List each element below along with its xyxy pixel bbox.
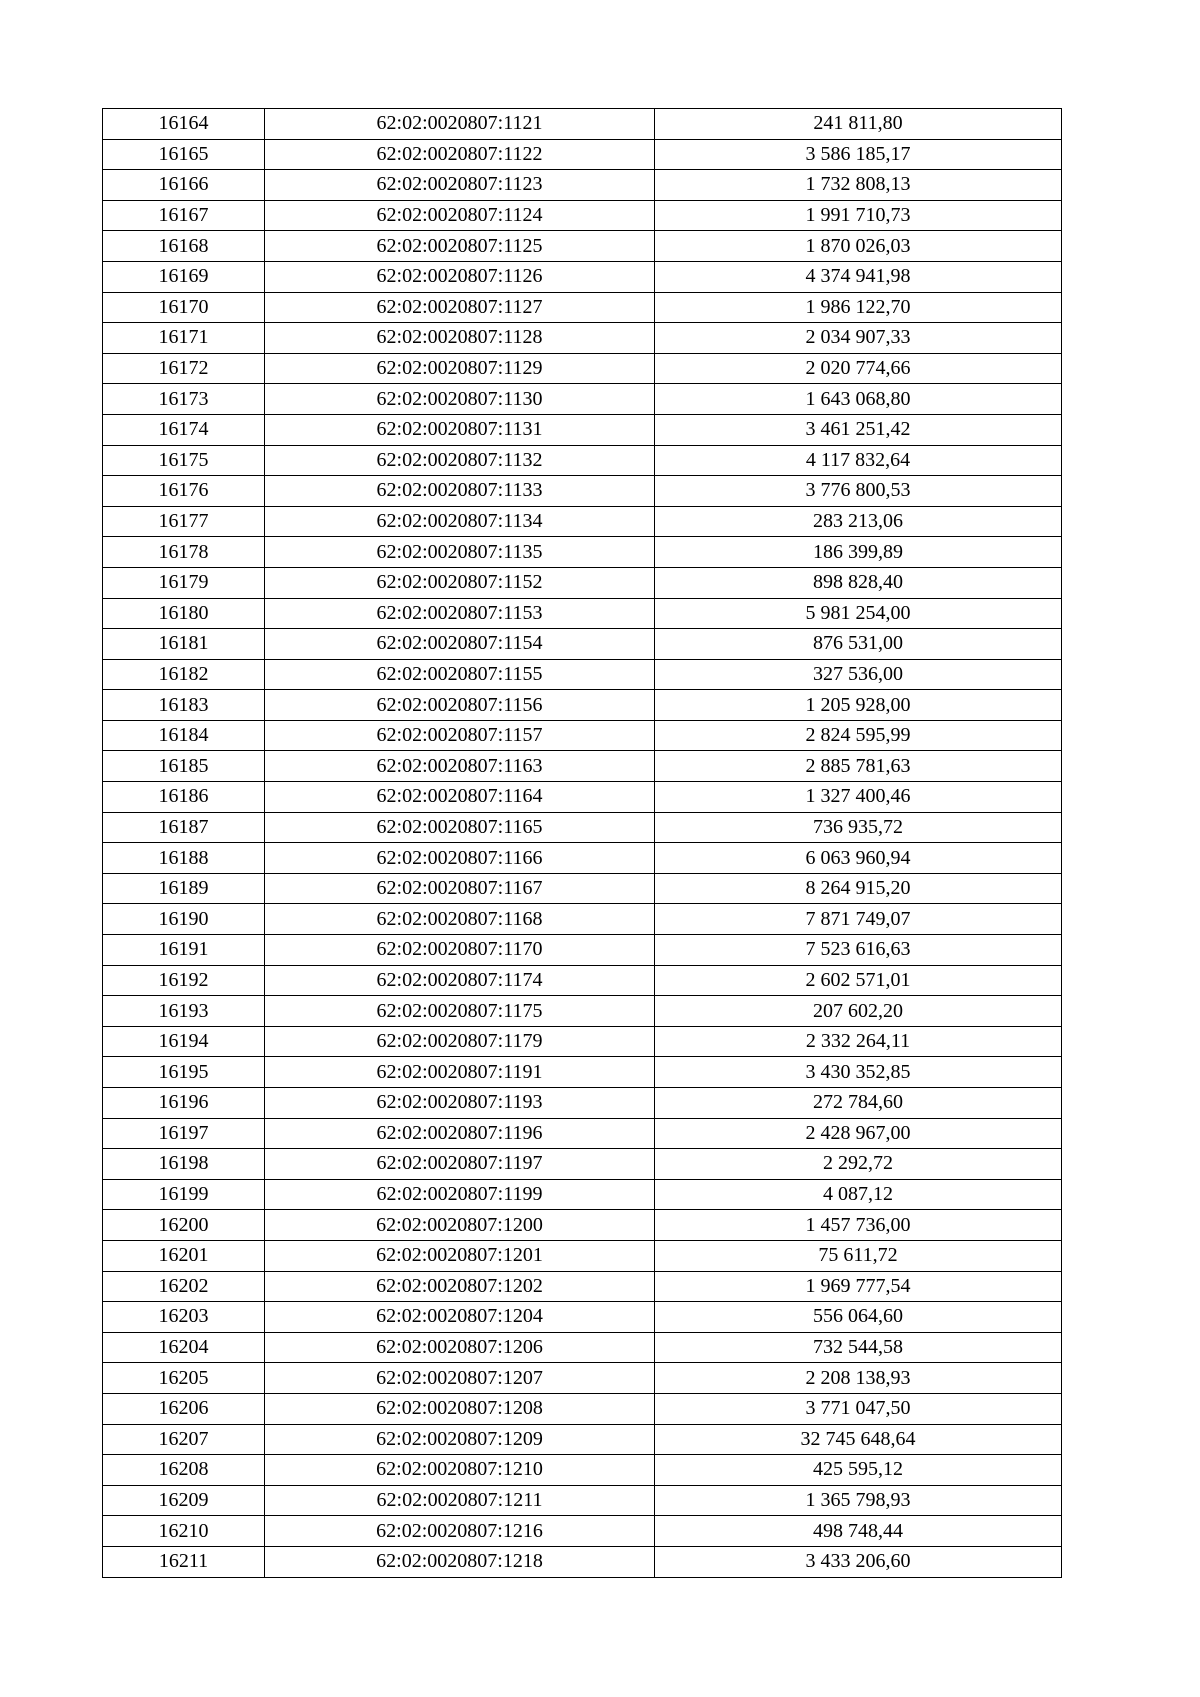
cadastral-number-cell: 62:02:0020807:1123: [265, 170, 655, 201]
table-row: [103, 1210, 1062, 1241]
value-cell: 3 771 047,50: [655, 1393, 1062, 1424]
row-number-cell: 16199: [103, 1179, 265, 1210]
table-row: [103, 1332, 1062, 1363]
cadastral-number-cell: 62:02:0020807:1163: [265, 751, 655, 782]
table-row: [103, 1546, 1062, 1577]
table-row: [103, 261, 1062, 292]
cadastral-number-cell: 62:02:0020807:1210: [265, 1455, 655, 1486]
row-number-cell: 16165: [103, 139, 265, 170]
row-number-cell: 16183: [103, 690, 265, 721]
value-cell: 4 087,12: [655, 1179, 1062, 1210]
cadastral-number-cell: 62:02:0020807:1170: [265, 935, 655, 966]
table-row: [103, 1118, 1062, 1149]
row-number-cell: 16205: [103, 1363, 265, 1394]
cadastral-number-cell: 62:02:0020807:1209: [265, 1424, 655, 1455]
cadastral-number-cell: 62:02:0020807:1202: [265, 1271, 655, 1302]
cadastral-number-cell: 62:02:0020807:1127: [265, 292, 655, 323]
value-cell: 7 871 749,07: [655, 904, 1062, 935]
table-row: [103, 1302, 1062, 1333]
table-row: [103, 353, 1062, 384]
row-number-cell: 16168: [103, 231, 265, 262]
cadastral-number-cell: 62:02:0020807:1167: [265, 873, 655, 904]
table-row: [103, 445, 1062, 476]
cadastral-number-cell: 62:02:0020807:1156: [265, 690, 655, 721]
cadastral-number-cell: 62:02:0020807:1153: [265, 598, 655, 629]
value-cell: 1 991 710,73: [655, 200, 1062, 231]
cadastral-number-cell: 62:02:0020807:1218: [265, 1546, 655, 1577]
row-number-cell: 16208: [103, 1455, 265, 1486]
cadastral-number-cell: 62:02:0020807:1216: [265, 1516, 655, 1547]
row-number-cell: 16188: [103, 843, 265, 874]
row-number-cell: 16164: [103, 109, 265, 140]
row-number-cell: 16166: [103, 170, 265, 201]
cadastral-number-cell: 62:02:0020807:1121: [265, 109, 655, 140]
cadastral-number-cell: 62:02:0020807:1201: [265, 1240, 655, 1271]
table-row: [103, 812, 1062, 843]
table-row: [103, 598, 1062, 629]
cadastral-number-cell: 62:02:0020807:1199: [265, 1179, 655, 1210]
cadastral-number-cell: 62:02:0020807:1129: [265, 353, 655, 384]
table-row: [103, 200, 1062, 231]
value-cell: 2 824 595,99: [655, 720, 1062, 751]
value-cell: 272 784,60: [655, 1088, 1062, 1119]
row-number-cell: 16174: [103, 414, 265, 445]
table-row: [103, 1179, 1062, 1210]
row-number-cell: 16191: [103, 935, 265, 966]
row-number-cell: 16185: [103, 751, 265, 782]
value-cell: 7 523 616,63: [655, 935, 1062, 966]
value-cell: 3 461 251,42: [655, 414, 1062, 445]
cadastral-number-cell: 62:02:0020807:1197: [265, 1149, 655, 1180]
table-row: [103, 720, 1062, 751]
value-cell: 2 020 774,66: [655, 353, 1062, 384]
cadastral-number-cell: 62:02:0020807:1174: [265, 965, 655, 996]
value-cell: 6 063 960,94: [655, 843, 1062, 874]
row-number-cell: 16194: [103, 1026, 265, 1057]
row-number-cell: 16211: [103, 1546, 265, 1577]
value-cell: 736 935,72: [655, 812, 1062, 843]
value-cell: 2 208 138,93: [655, 1363, 1062, 1394]
row-number-cell: 16175: [103, 445, 265, 476]
table-row: [103, 1455, 1062, 1486]
table-row: [103, 904, 1062, 935]
table-row: [103, 965, 1062, 996]
table-row: [103, 782, 1062, 813]
cadastral-number-cell: 62:02:0020807:1164: [265, 782, 655, 813]
row-number-cell: 16177: [103, 506, 265, 537]
table-row: [103, 1026, 1062, 1057]
table-row: [103, 1149, 1062, 1180]
cadastral-number-cell: 62:02:0020807:1125: [265, 231, 655, 262]
row-number-cell: 16169: [103, 261, 265, 292]
cadastral-number-cell: 62:02:0020807:1208: [265, 1393, 655, 1424]
value-cell: 207 602,20: [655, 996, 1062, 1027]
cadastral-number-cell: 62:02:0020807:1200: [265, 1210, 655, 1241]
row-number-cell: 16167: [103, 200, 265, 231]
cadastral-number-cell: 62:02:0020807:1134: [265, 506, 655, 537]
value-cell: 425 595,12: [655, 1455, 1062, 1486]
table-row: [103, 1088, 1062, 1119]
cadastral-number-cell: 62:02:0020807:1191: [265, 1057, 655, 1088]
table-row: [103, 1516, 1062, 1547]
table-row: [103, 1393, 1062, 1424]
table-row: [103, 1424, 1062, 1455]
cadastral-number-cell: 62:02:0020807:1166: [265, 843, 655, 874]
cadastral-number-cell: 62:02:0020807:1211: [265, 1485, 655, 1516]
row-number-cell: 16172: [103, 353, 265, 384]
table-row: [103, 506, 1062, 537]
row-number-cell: 16201: [103, 1240, 265, 1271]
table-row: [103, 567, 1062, 598]
row-number-cell: 16171: [103, 323, 265, 354]
row-number-cell: 16197: [103, 1118, 265, 1149]
table-row: [103, 323, 1062, 354]
value-cell: 1 327 400,46: [655, 782, 1062, 813]
row-number-cell: 16207: [103, 1424, 265, 1455]
value-cell: 898 828,40: [655, 567, 1062, 598]
cadastral-number-cell: 62:02:0020807:1154: [265, 629, 655, 660]
cadastral-number-cell: 62:02:0020807:1168: [265, 904, 655, 935]
cadastral-number-cell: 62:02:0020807:1155: [265, 659, 655, 690]
value-cell: 327 536,00: [655, 659, 1062, 690]
cadastral-number-cell: 62:02:0020807:1152: [265, 567, 655, 598]
row-number-cell: 16189: [103, 873, 265, 904]
row-number-cell: 16173: [103, 384, 265, 415]
table-row: [103, 873, 1062, 904]
cadastral-number-cell: 62:02:0020807:1130: [265, 384, 655, 415]
row-number-cell: 16186: [103, 782, 265, 813]
row-number-cell: 16176: [103, 476, 265, 507]
row-number-cell: 16206: [103, 1393, 265, 1424]
value-cell: 1 969 777,54: [655, 1271, 1062, 1302]
value-cell: 1 732 808,13: [655, 170, 1062, 201]
cadastral-number-cell: 62:02:0020807:1131: [265, 414, 655, 445]
value-cell: 3 776 800,53: [655, 476, 1062, 507]
row-number-cell: 16202: [103, 1271, 265, 1302]
row-number-cell: 16182: [103, 659, 265, 690]
value-cell: 1 457 736,00: [655, 1210, 1062, 1241]
cadastral-number-cell: 62:02:0020807:1207: [265, 1363, 655, 1394]
value-cell: 3 430 352,85: [655, 1057, 1062, 1088]
value-cell: 4 117 832,64: [655, 445, 1062, 476]
cadastral-number-cell: 62:02:0020807:1179: [265, 1026, 655, 1057]
value-cell: 3 433 206,60: [655, 1546, 1062, 1577]
row-number-cell: 16178: [103, 537, 265, 568]
cadastral-number-cell: 62:02:0020807:1126: [265, 261, 655, 292]
table-row: [103, 414, 1062, 445]
table-row: [103, 231, 1062, 262]
value-cell: 2 885 781,63: [655, 751, 1062, 782]
row-number-cell: 16195: [103, 1057, 265, 1088]
cadastral-number-cell: 62:02:0020807:1206: [265, 1332, 655, 1363]
value-cell: 1 205 928,00: [655, 690, 1062, 721]
row-number-cell: 16170: [103, 292, 265, 323]
row-number-cell: 16198: [103, 1149, 265, 1180]
value-cell: 498 748,44: [655, 1516, 1062, 1547]
cadastral-number-cell: 62:02:0020807:1132: [265, 445, 655, 476]
row-number-cell: 16200: [103, 1210, 265, 1241]
value-cell: 2 292,72: [655, 1149, 1062, 1180]
row-number-cell: 16204: [103, 1332, 265, 1363]
cadastral-number-cell: 62:02:0020807:1135: [265, 537, 655, 568]
cadastral-number-cell: 62:02:0020807:1204: [265, 1302, 655, 1333]
value-cell: 75 611,72: [655, 1240, 1062, 1271]
table-row: [103, 109, 1062, 140]
row-number-cell: 16209: [103, 1485, 265, 1516]
cadastral-number-cell: 62:02:0020807:1196: [265, 1118, 655, 1149]
table-row: [103, 170, 1062, 201]
table-row: [103, 659, 1062, 690]
row-number-cell: 16192: [103, 965, 265, 996]
value-cell: 1 365 798,93: [655, 1485, 1062, 1516]
value-cell: 1 643 068,80: [655, 384, 1062, 415]
value-cell: 1 870 026,03: [655, 231, 1062, 262]
table-row: [103, 1240, 1062, 1271]
row-number-cell: 16193: [103, 996, 265, 1027]
cadastral-number-cell: 62:02:0020807:1122: [265, 139, 655, 170]
value-cell: 8 264 915,20: [655, 873, 1062, 904]
table-row: [103, 476, 1062, 507]
value-cell: 32 745 648,64: [655, 1424, 1062, 1455]
table-row: [103, 1485, 1062, 1516]
cadastral-number-cell: 62:02:0020807:1157: [265, 720, 655, 751]
table-row: [103, 690, 1062, 721]
table-row: [103, 1271, 1062, 1302]
table-row: [103, 751, 1062, 782]
value-cell: 2 428 967,00: [655, 1118, 1062, 1149]
value-cell: 5 981 254,00: [655, 598, 1062, 629]
row-number-cell: 16181: [103, 629, 265, 660]
cadastral-number-cell: 62:02:0020807:1193: [265, 1088, 655, 1119]
value-cell: 2 602 571,01: [655, 965, 1062, 996]
value-cell: 2 332 264,11: [655, 1026, 1062, 1057]
table-row: [103, 292, 1062, 323]
row-number-cell: 16203: [103, 1302, 265, 1333]
value-cell: 186 399,89: [655, 537, 1062, 568]
table-row: [103, 843, 1062, 874]
cadastral-number-cell: 62:02:0020807:1124: [265, 200, 655, 231]
row-number-cell: 16179: [103, 567, 265, 598]
cadastral-value-table: [102, 108, 1062, 1578]
value-cell: 4 374 941,98: [655, 261, 1062, 292]
table-row: [103, 139, 1062, 170]
table-row: [103, 935, 1062, 966]
cadastral-number-cell: 62:02:0020807:1128: [265, 323, 655, 354]
row-number-cell: 16187: [103, 812, 265, 843]
value-cell: 2 034 907,33: [655, 323, 1062, 354]
table-row: [103, 1363, 1062, 1394]
cadastral-number-cell: 62:02:0020807:1165: [265, 812, 655, 843]
row-number-cell: 16180: [103, 598, 265, 629]
table-row: [103, 1057, 1062, 1088]
row-number-cell: 16196: [103, 1088, 265, 1119]
value-cell: 1 986 122,70: [655, 292, 1062, 323]
value-cell: 283 213,06: [655, 506, 1062, 537]
cadastral-number-cell: 62:02:0020807:1133: [265, 476, 655, 507]
cadastral-number-cell: 62:02:0020807:1175: [265, 996, 655, 1027]
row-number-cell: 16210: [103, 1516, 265, 1547]
value-cell: 732 544,58: [655, 1332, 1062, 1363]
table-row: [103, 629, 1062, 660]
value-cell: 556 064,60: [655, 1302, 1062, 1333]
table-row: [103, 996, 1062, 1027]
value-cell: 3 586 185,17: [655, 139, 1062, 170]
row-number-cell: 16190: [103, 904, 265, 935]
table-row: [103, 537, 1062, 568]
value-cell: 876 531,00: [655, 629, 1062, 660]
value-cell: 241 811,80: [655, 109, 1062, 140]
table-body: [103, 109, 1062, 1578]
table-row: [103, 384, 1062, 415]
row-number-cell: 16184: [103, 720, 265, 751]
